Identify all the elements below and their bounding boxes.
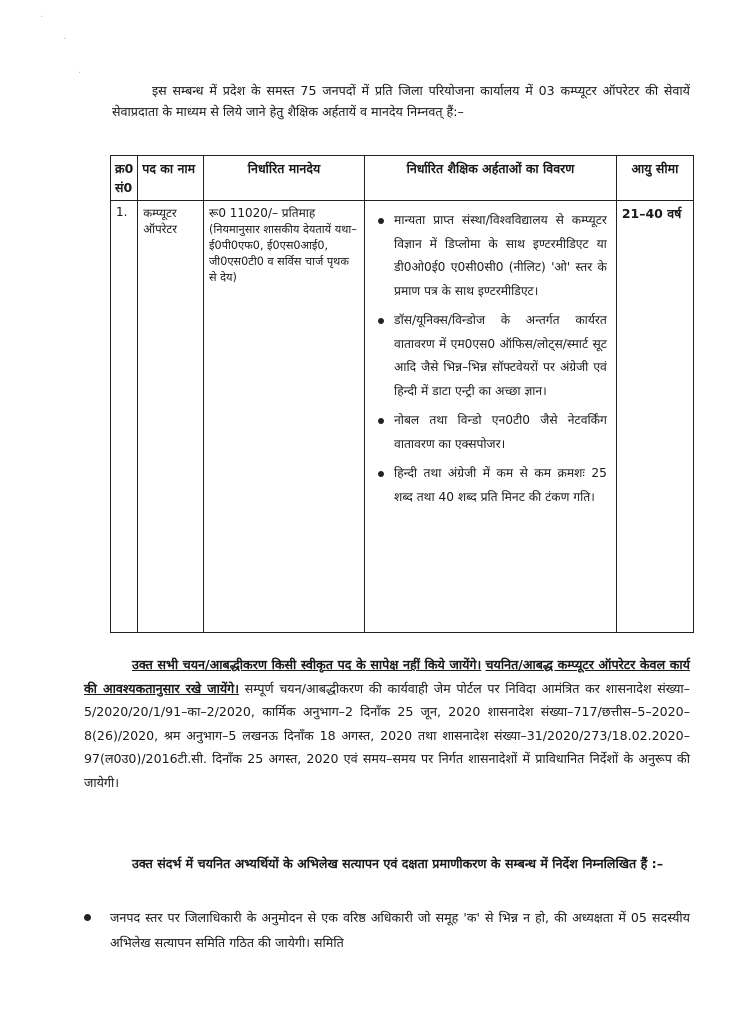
header-honorarium: निर्धारित मानदेय [204,156,365,201]
table-row [111,201,694,633]
scan-speck: · [40,12,44,23]
table-header-row [111,156,694,201]
cell-age: 21–40 वर्ष [616,201,693,633]
bullet-icon [378,318,384,324]
cell-qualifications [365,201,617,633]
cell-serial: 1. [111,201,138,633]
qualification-table [110,155,694,633]
bullet-icon [378,218,384,224]
list-item: मान्यता प्राप्त संस्था/विश्वविद्यालय से कम्प्यूटर विज्ञान में डिप्लोमा के साथ इण्टरमीडिएट या डी0ओ0ई0 ए0सी0सी0 (नीलिट) 'ओ' स्तर के प्रमाण पत्र के साथ इण्टरमीडिएट। [394,209,611,303]
header-qualifications: निर्धारित शैक्षिक अर्हताओं का विवरण [365,156,617,201]
scan-speck: · [78,68,82,79]
intro-paragraph: इस सम्बन्ध में प्रदेश के समस्त 75 जनपदों में प्रति जिला परियोजना कार्यालय में 03 कम्प्यूटर ऑपरेटर की सेवायें सेवाप्रदाता के माध्यम से लिये जाने हेतु शैक्षिक अर्हतायें व मानदेय निम्नवत् हैं:– [112,83,690,119]
list-item: हिन्दी तथा अंग्रेजी में कम से कम क्रमशः 25 शब्द तथा 40 शब्द प्रति मिनट की टंकण गति। [394,462,611,509]
statement-as-needed: चयनित/आबद्ध कम्प्यूटर ऑपरेटर केवल कार्य की आवश्यकतानुसार रखे जायेंगे। [84,657,690,696]
committee-text: जनपद स्तर पर जिलाधिकारी के अनुमोदन से एक वरिष्ठ अधिकारी जो समूह 'क' से भिन्न न हो, की अध्यक्षता में 05 सदस्यीय अभिलेख सत्यापन समिति गठित की जायेगी। समिति [110,910,690,950]
scan-speck: · [63,34,67,45]
list-item: नोबल तथा विन्डो एन0टी0 जैसे नेटवर्किंग वातावरण का एक्सपोजर। [394,409,611,456]
header-age: आयु सीमा [616,156,693,201]
cell-honorarium [204,201,365,633]
list-item: डॉस/यूनिक्स/विन्डोज के अन्तर्गत कार्यरत वातावरण में एम0एस0 ऑफिस/लोट्स/स्मार्ट सूट आदि जैसे भिन्न–भिन्न सॉफ्टवेयरों पर अंग्रेजी एवं हिन्दी में डाटा एन्ट्री का अच्छा ज्ञान। [394,309,611,403]
procedure-text: सम्पूर्ण चयन/आबद्धीकरण की कार्यवाही जेम पोर्टल पर निविदा आमंत्रित कर शासनादेश संख्या–5/2020/20/1/91–का–2/2020, कार्मिक अनुभाग–2 दिनाँक 25 जून, 2020 शासनादेश संख्या–717/छत्तीस–5–2020–8(26)/2020, श्रम अनुभाग–5 लखनऊ दिनाँक 18 अगस्त, 2020 तथा शासनादेश संख्या–31/2020/273/18.02.2020–97(ल0उ0)/2016टी.सी. दिनाँक 25 अगस्त, 2020 एवं समय–समय पर निर्गत शासनादेशों में प्राविधानित निर्देशों के अनुरूप की जायेगी। [84,680,690,790]
cell-post: कम्प्यूटर ऑपरेटर [138,201,204,633]
verification-heading: उक्त संदर्भ में चयनित अभ्यर्थियों के अभिलेख सत्यापन एवं दक्षता प्रमाणीकरण के सम्बन्ध में निर्देश निम्नलिखित हैं :– [132,856,664,871]
list-item [110,905,690,955]
qualification-list [370,209,611,509]
bullet-icon [84,914,91,921]
honorarium-amount: रू0 11020/– प्रतिमाह [209,206,316,220]
header-serial: क्र0 सं0 [111,156,138,201]
honorarium-detail: (नियमानुसार शासकीय देयतायें यथा– ई0पी0एफ0, ई0एस0आई0, जी0एस0टी0 व सर्विस चार्ज पृथक से देय) [209,223,357,284]
selection-paragraph [84,653,690,794]
bullet-icon [378,471,384,477]
bullet-icon [378,418,384,424]
statement-no-sanctioned-post: उक्त सभी चयन/आबद्धीकरण किसी स्वीकृत पद के सापेक्ष नहीं किये जायेंगे। [132,657,482,672]
header-post: पद का नाम [138,156,204,201]
